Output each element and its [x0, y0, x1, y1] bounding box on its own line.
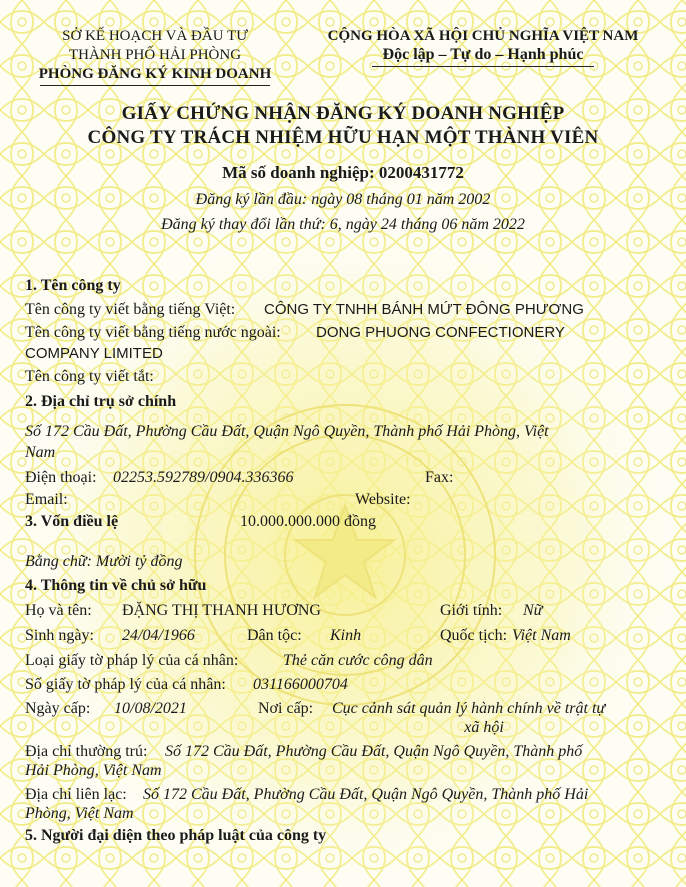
- short-name-label: Tên công ty viết tắt:: [25, 368, 154, 385]
- foreign-name-value-line1: DONG PHUONG CONFECTIONERY: [316, 324, 565, 341]
- section-4-heading: 4. Thông tin về chủ sở hữu: [25, 577, 207, 594]
- vn-name-value: CÔNG TY TNHH BÁNH MỨT ĐÔNG PHƯƠNG: [264, 301, 584, 318]
- dob-label: Sinh ngày:: [25, 627, 94, 644]
- fax-label: Fax:: [425, 469, 454, 486]
- section-3-heading: 3. Vốn điều lệ: [25, 513, 119, 530]
- issuer-line3: PHÒNG ĐĂNG KÝ KINH DOANH: [38, 66, 272, 82]
- company-type-title: CÔNG TY TRÁCH NHIỆM HỮU HẠN MỘT THÀNH VIÊN: [87, 127, 599, 148]
- id-type-label: Loại giấy tờ pháp lý của cá nhân:: [25, 652, 239, 669]
- ethnicity-label: Dân tộc:: [247, 627, 302, 644]
- issuer-underline: [40, 85, 270, 86]
- motto-underline: [372, 66, 594, 67]
- issue-date-value: 10/08/2021: [114, 700, 187, 717]
- section-2-heading: 2. Địa chỉ trụ sở chính: [25, 393, 177, 410]
- charter-capital-in-words: Bằng chữ: Mười tỷ đồng: [25, 553, 183, 570]
- issue-place-label: Nơi cấp:: [258, 700, 314, 717]
- document-title: GIẤY CHỨNG NHẬN ĐĂNG KÝ DOANH NGHIỆP: [121, 103, 565, 124]
- website-label: Website:: [355, 491, 411, 508]
- contact-address-line2: Phòng, Việt Nam: [25, 805, 134, 822]
- id-number-value: 031166000704: [253, 676, 348, 693]
- gender-value: Nữ: [523, 602, 543, 619]
- foreign-name-value-line2: COMPANY LIMITED: [25, 345, 163, 362]
- foreign-name-label: Tên công ty viết bằng tiếng nước ngoài:: [25, 324, 281, 341]
- national-motto-line2: Độc lập – Tự do – Hạnh phúc: [382, 46, 584, 63]
- owner-name-label: Họ và tên:: [25, 602, 92, 619]
- first-registration-date: Đăng ký lần đầu: ngày 08 tháng 01 năm 2002: [195, 191, 491, 208]
- head-office-address-line2: Nam: [25, 444, 56, 461]
- contact-address-label: Địa chỉ liên lạc:: [25, 786, 127, 803]
- issue-date-label: Ngày cấp:: [25, 700, 91, 717]
- vn-name-label: Tên công ty viết bằng tiếng Việt:: [25, 301, 236, 318]
- change-registration-date: Đăng ký thay đổi lần thứ: 6, ngày 24 tháng 06 năm 2022: [161, 216, 525, 233]
- issue-place-line2: xã hội: [464, 719, 504, 736]
- nationality-value: Việt Nam: [512, 627, 571, 644]
- charter-capital-amount: 10.000.000.000 đồng: [240, 513, 376, 530]
- gender-label: Giới tính:: [440, 602, 503, 619]
- phone-value: 02253.592789/0904.336366: [113, 469, 294, 486]
- owner-name-value: ĐẶNG THỊ THANH HƯƠNG: [122, 602, 321, 619]
- section-5-heading: 5. Người đại diện theo pháp luật của công ty: [25, 827, 327, 844]
- issuer-line2: THÀNH PHỐ HẢI PHÒNG: [68, 47, 242, 63]
- section-1-heading: 1. Tên công ty: [25, 277, 121, 294]
- permanent-address-label: Địa chỉ thường trú:: [25, 743, 148, 760]
- contact-address-line1: Số 172 Cầu Đất, Phường Cầu Đất, Quận Ngô Quyền, Thành phố Hải: [143, 786, 589, 803]
- head-office-address-line1: Số 172 Cầu Đất, Phường Cầu Đất, Quận Ngô Quyền, Thành phố Hải Phòng, Việt: [25, 423, 549, 440]
- national-motto-line1: CỘNG HÒA XÃ HỘI CHỦ NGHĨA VIỆT NAM: [327, 28, 639, 44]
- phone-label: Điện thoại:: [25, 469, 97, 486]
- dob-value: 24/04/1966: [122, 627, 195, 644]
- issuer-line1: SỞ KẾ HOẠCH VÀ ĐẦU TƯ: [62, 28, 248, 44]
- id-type-value: Thẻ căn cước công dân: [283, 652, 433, 669]
- ethnicity-value: Kinh: [330, 627, 362, 644]
- nationality-label: Quốc tịch:: [440, 627, 508, 644]
- email-label: Email:: [25, 491, 68, 508]
- enterprise-code: Mã số doanh nghiệp: 0200431772: [222, 163, 464, 182]
- permanent-address-line2: Hải Phòng, Việt Nam: [25, 762, 162, 779]
- id-number-label: Số giấy tờ pháp lý của cá nhân:: [25, 676, 226, 693]
- issue-place-line1: Cục cảnh sát quản lý hành chính về trật tự: [332, 700, 606, 717]
- permanent-address-line1: Số 172 Cầu Đất, Phường Cầu Đất, Quận Ngô Quyền, Thành phố: [165, 743, 583, 760]
